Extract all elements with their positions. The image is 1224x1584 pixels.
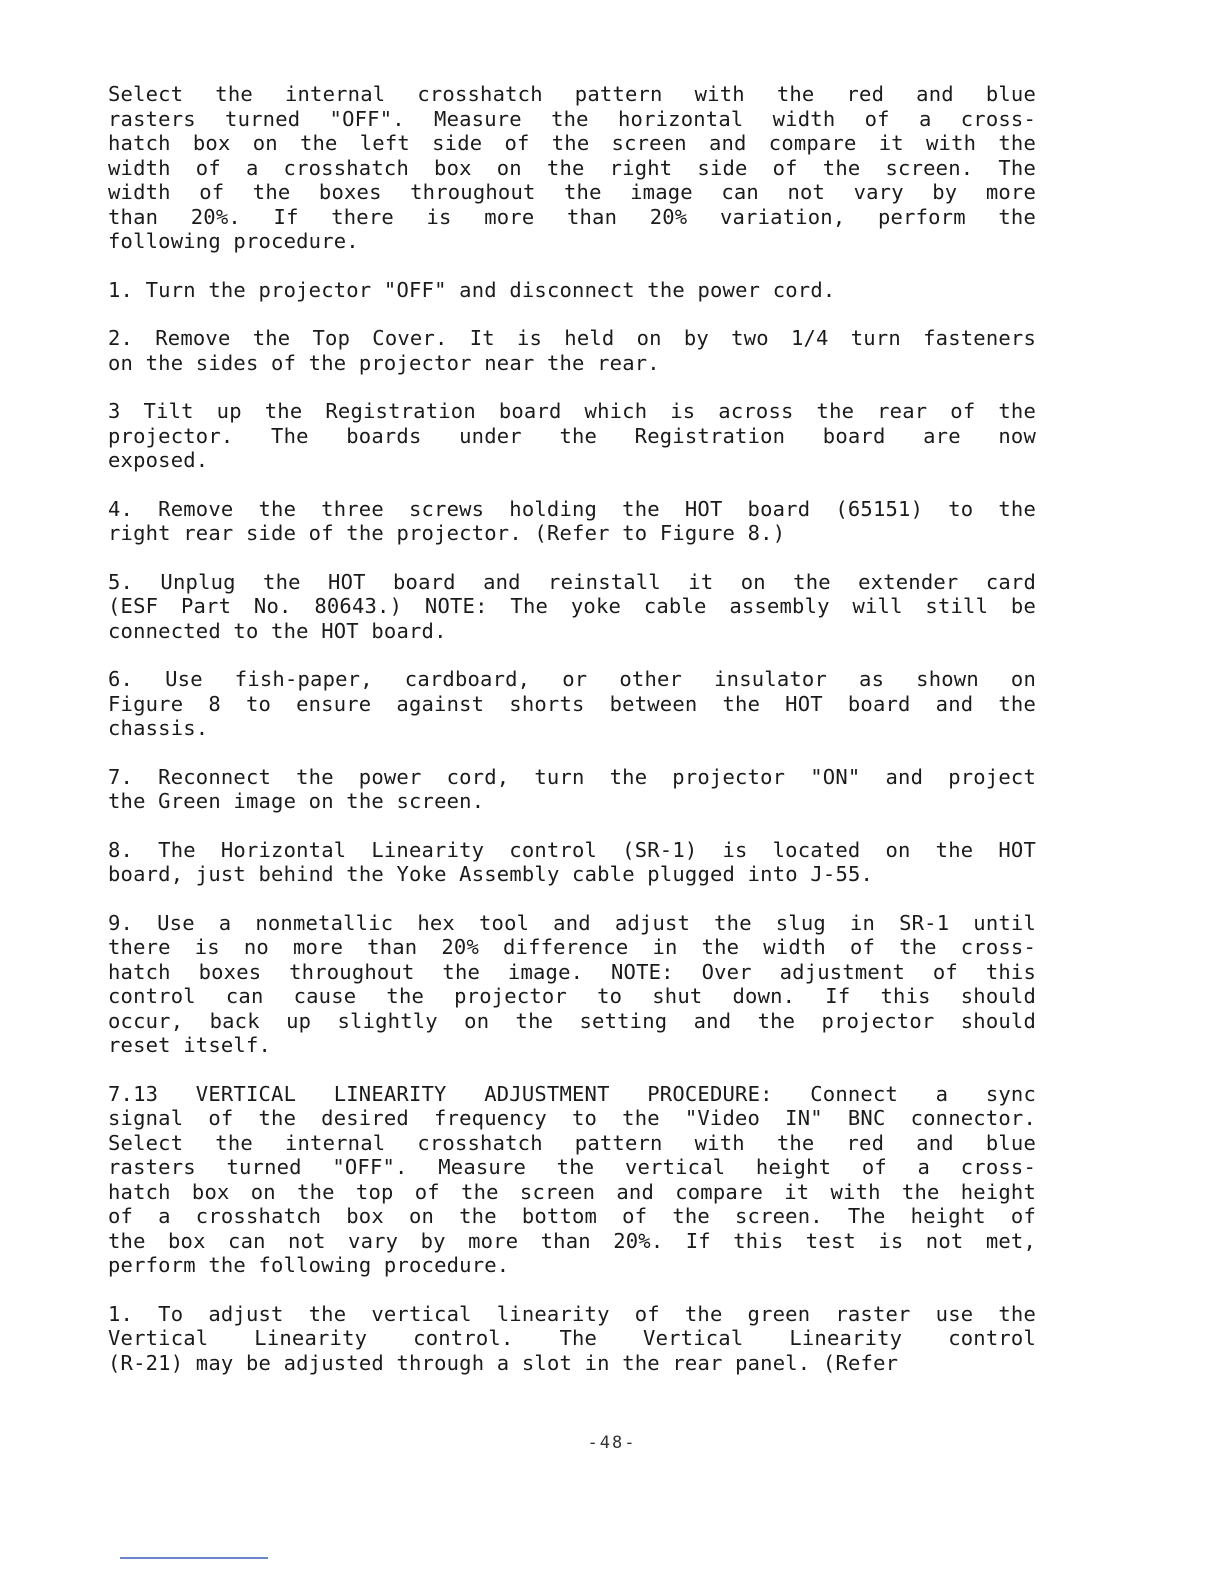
text-line: occur, back up slightly on the setting and the projector should — [108, 1008, 1036, 1033]
text-line: the box can not vary by more than 20%. If this test is not met, — [108, 1228, 1036, 1253]
text-line: 7. Reconnect the power cord, turn the projector "ON" and project — [108, 764, 1036, 789]
text-line: width of the boxes throughout the image can not vary by more — [108, 180, 1036, 204]
text-line: Vertical Linearity control. The Vertical Linearity control — [108, 1326, 1036, 1350]
text-line: right rear side of the projector. (Refer to Figure 8.) — [108, 521, 786, 545]
text-line: hatch box on the left side of the screen and compare it with the — [108, 131, 1036, 155]
text-line: following procedure. — [108, 229, 359, 253]
paragraph — [108, 1302, 1036, 1376]
text-line: Figure 8 to ensure against shorts between the HOT board and the — [108, 691, 1036, 716]
text-line: connected to the HOT board. — [108, 618, 447, 643]
paragraph — [108, 326, 1036, 375]
paragraph — [108, 838, 1036, 887]
page-number: -48- — [587, 1433, 637, 1453]
paragraph — [108, 82, 1036, 254]
text-line: the Green image on the screen. — [108, 789, 485, 813]
text-line: reset itself. — [108, 1033, 272, 1057]
paragraph — [108, 570, 1036, 644]
text-line: 1. To adjust the vertical linearity of the green raster use the — [108, 1301, 1036, 1326]
text-line: control can cause the projector to shut down. If this should — [108, 984, 1036, 1008]
text-line: than 20%. If there is more than 20% variation, perform the — [108, 204, 1036, 229]
text-line: there is no more than 20% difference in the width of the cross- — [108, 935, 1036, 959]
text-line: 7.13 VERTICAL LINEARITY ADJUSTMENT PROCEDURE: Connect a sync — [108, 1081, 1036, 1106]
paragraph — [108, 399, 1036, 473]
text-line: hatch boxes throughout the image. NOTE: Over adjustment of this — [108, 959, 1036, 984]
text-line: 4. Remove the three screws holding the HOT board (65151) to the — [108, 496, 1036, 521]
text-line: of a crosshatch box on the bottom of the screen. The height of — [108, 1204, 1036, 1228]
text-line: hatch box on the top of the screen and compare it with the height — [108, 1179, 1036, 1204]
paragraph — [108, 911, 1036, 1058]
text-line: 8. The Horizontal Linearity control (SR-1) is located on the HOT — [108, 837, 1036, 862]
paragraph — [108, 278, 1036, 303]
paragraph — [108, 667, 1036, 741]
paragraph — [108, 765, 1036, 814]
text-line: 3 Tilt up the Registration board which is across the rear of the — [108, 399, 1036, 423]
text-line: signal of the desired frequency to the "Video IN" BNC connector. — [108, 1106, 1036, 1130]
text-line: rasters turned "OFF". Measure the horizontal width of a cross- — [108, 106, 1036, 131]
text-line: Select the internal crosshatch pattern with the red and blue — [108, 82, 1036, 106]
text-line: (ESF Part No. 80643.) NOTE: The yoke cable assembly will still be — [108, 594, 1036, 618]
document-body — [108, 82, 1036, 1399]
paragraph — [108, 497, 1036, 546]
text-line: perform the following procedure. — [108, 1253, 510, 1277]
text-line: chassis. — [108, 716, 209, 740]
text-line: 1. Turn the projector "OFF" and disconnect the power cord. — [108, 277, 836, 302]
text-line: on the sides of the projector near the rear. — [108, 350, 660, 375]
text-line: 6. Use fish-paper, cardboard, or other insulator as shown on — [108, 667, 1036, 691]
text-line: 5. Unplug the HOT board and reinstall it on the extender card — [108, 569, 1036, 594]
text-line: width of a crosshatch box on the right side of the screen. The — [108, 155, 1036, 180]
text-line: projector. The boards under the Registration board are now — [108, 423, 1036, 448]
text-line: (R-21) may be adjusted through a slot in the rear panel. (Refer — [108, 1350, 899, 1375]
text-line: exposed. — [108, 448, 209, 472]
paragraph — [108, 1082, 1036, 1278]
text-line: 9. Use a nonmetallic hex tool and adjust the slug in SR-1 until — [108, 910, 1036, 935]
footer-rule — [120, 1557, 268, 1559]
text-line: Select the internal crosshatch pattern with the red and blue — [108, 1130, 1036, 1155]
text-line: rasters turned "OFF". Measure the vertical height of a cross- — [108, 1155, 1036, 1179]
text-line: 2. Remove the Top Cover. It is held on by two 1/4 turn fasteners — [108, 326, 1036, 350]
text-line: board, just behind the Yoke Assembly cable plugged into J-55. — [108, 862, 874, 886]
